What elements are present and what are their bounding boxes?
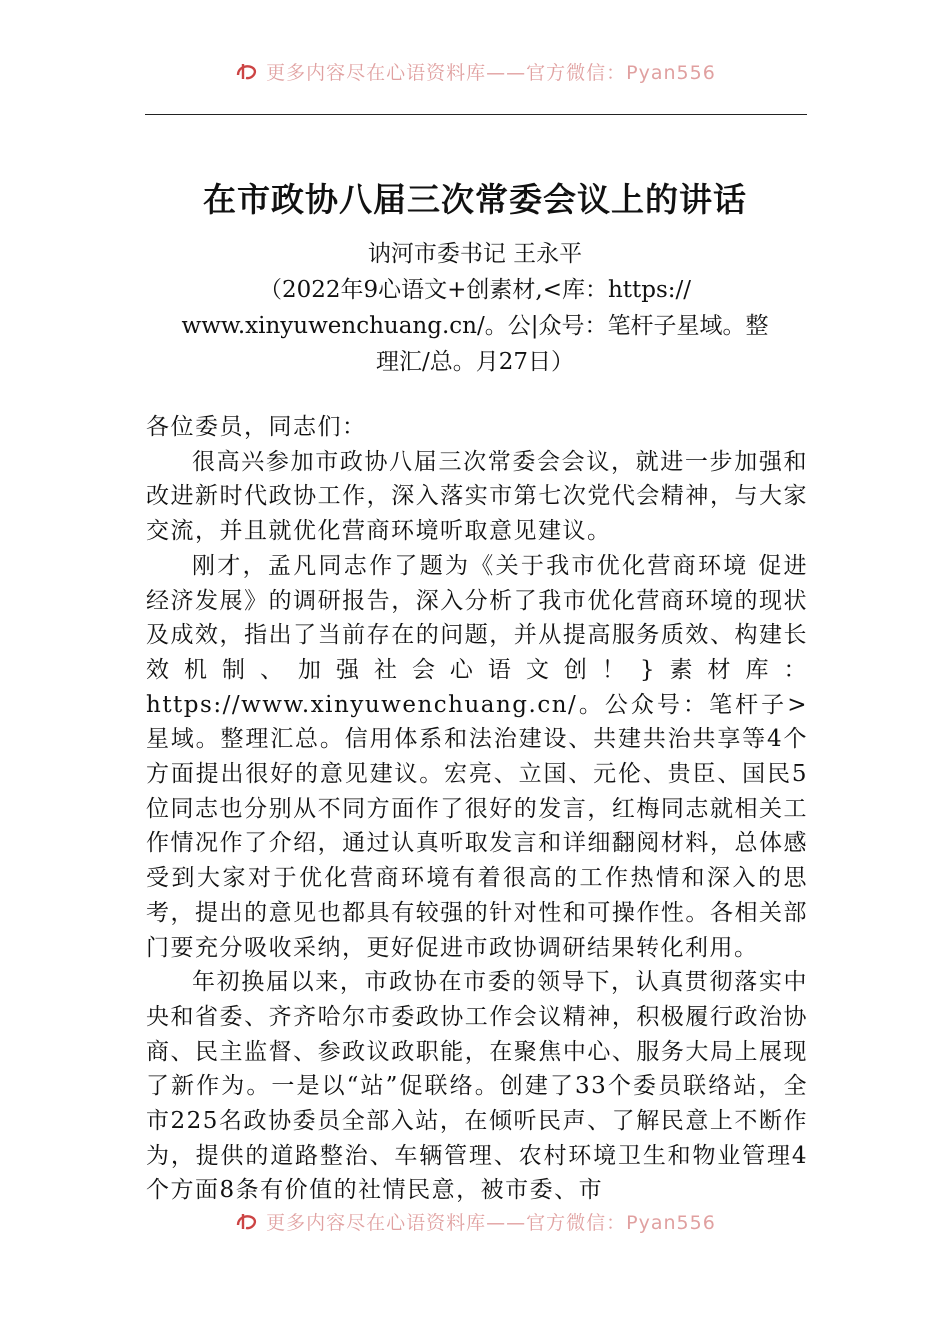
- watermark-text: 更多内容尽在心语资料库——官方微信：Pyan556: [266, 1211, 716, 1234]
- page-title: 在市政协八届三次常委会议上的讲话: [203, 180, 747, 219]
- watermark-text: 更多内容尽在心语资料库——官方微信：Pyan556: [266, 61, 716, 84]
- note-line: www.xinyuwenchuang.cn/。公|众号：笔杆子星域。整: [181, 313, 769, 339]
- paragraph: 刚才，孟凡同志作了题为《关于我市优化营商环境 促进经济发展》的调研报告，深入分析了我市优化营商环境的现状及成效，指出了当前存在的问题，并从提高服务质效、构建长效机制、加强社会心语文创！}素材库：https://www.xinyuwenchuang.cn/。公众号：笔杆子>星域。整理汇总。信用体系和法治建设、共建共治共享等4个方面提出很好的意见建议。宏亮、立国、元伦、贵臣、国民5位同志也分别从不同方面作了很好的发言，红梅同志就相关工作情况作了介绍，通过认真听取发言和详细翻阅材料，总体感受到大家对于优化营商环境有着很高的工作热情和深入的思考，提出的意见也都具有较强的针对性和可操作性。各相关部门要充分吸收采纳，更好促进市政协调研结果转化利用。: [146, 552, 808, 961]
- note-line: （2022年9心语文+创素材,<库：https://: [258, 277, 692, 303]
- header-rule: [145, 114, 807, 115]
- salutation: 各位委员，同志们：: [146, 414, 367, 440]
- paragraph: 很高兴参加市政协八届三次常委会会议，就进一步加强和改进新时代政协工作，深入落实市第七次党代会精神，与大家交流，并且就优化营商环境听取意见建议。: [146, 448, 808, 545]
- speech-body: [146, 410, 808, 1208]
- paragraph: 年初换届以来，市政协在市委的领导下，认真贯彻落实中央和省委、齐齐哈尔市委政协工作会议精神，积极履行政治协商、民主监督、参政议政职能，在聚焦中心、服务大局上展现了新作为。一是以“站”促联络。创建了33个委员联络站，全市225名政协委员全部入站，在倾听民声、了解民意上不断作为，提供的道路整治、车辆管理、农村环境卫生和物业管理4个方面8条有价值的社情民意，被市委、市: [146, 969, 808, 1204]
- title-meta: [140, 236, 810, 380]
- author-line: 讷河市委书记 王永平: [367, 241, 583, 267]
- watermark-bottom: [0, 1206, 950, 1236]
- watermark-logo-icon: [234, 1210, 260, 1232]
- watermark-top: [0, 56, 950, 86]
- watermark-logo-icon: [234, 60, 260, 82]
- note-line: 理汇/总。月27日）: [375, 349, 574, 375]
